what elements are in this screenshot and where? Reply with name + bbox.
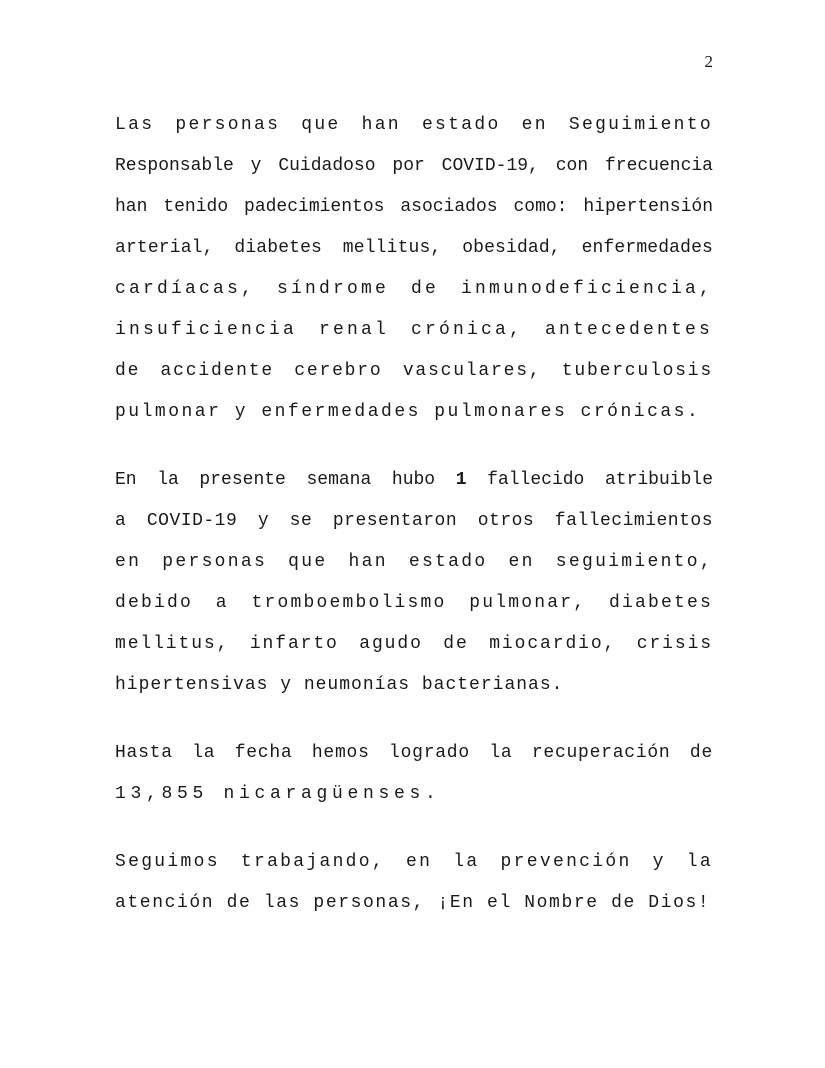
text-line: arterial, diabetes mellitus, obesidad, enfermedades: [115, 238, 713, 258]
text-line: a COVID-19 y se presentaron otros fallecimientos: [115, 511, 713, 531]
text-line: hipertensivas y neumonías bacterianas.: [115, 675, 564, 695]
text-line: han tenido padecimientos asociados como: hipertensión: [115, 197, 713, 217]
text-line: en personas que han estado en seguimiento,: [115, 552, 713, 572]
text-line: 13,855 nicaragüenses.: [115, 784, 441, 804]
text-line: Hasta la fecha hemos logrado la recuperación de: [115, 743, 713, 763]
paragraph-seguimiento: [115, 105, 713, 433]
paragraph-cierre: [115, 842, 713, 924]
text-line: [115, 460, 713, 501]
text-line: debido a tromboembolismo pulmonar, diabetes: [115, 593, 713, 613]
page-number: 2: [704, 52, 713, 71]
text-line: mellitus, infarto agudo de miocardio, crisis: [115, 634, 713, 654]
text-line: Las personas que han estado en Seguimiento: [115, 115, 713, 135]
paragraph-fallecidos: [115, 460, 713, 706]
text-line: pulmonar y enfermedades pulmonares crónicas.: [115, 402, 701, 422]
text-line: de accidente cerebro vasculares, tuberculosis: [115, 361, 713, 381]
text-line: cardíacas, síndrome de inmunodeficiencia,: [115, 279, 713, 299]
paragraph-recuperacion: [115, 733, 713, 815]
text-segment: En la presente semana hubo: [115, 470, 456, 490]
document-body: [115, 105, 713, 951]
text-segment: fallecido atribuible: [466, 470, 713, 490]
text-line: Responsable y Cuidadoso por COVID-19, con frecuencia: [115, 156, 713, 176]
fallecido-count: 1: [455, 470, 467, 490]
text-line: Seguimos trabajando, en la prevención y la: [115, 852, 713, 872]
text-line: insuficiencia renal crónica, antecedentes: [115, 320, 713, 340]
text-line: atención de las personas, ¡En el Nombre de Dios!: [115, 893, 711, 913]
